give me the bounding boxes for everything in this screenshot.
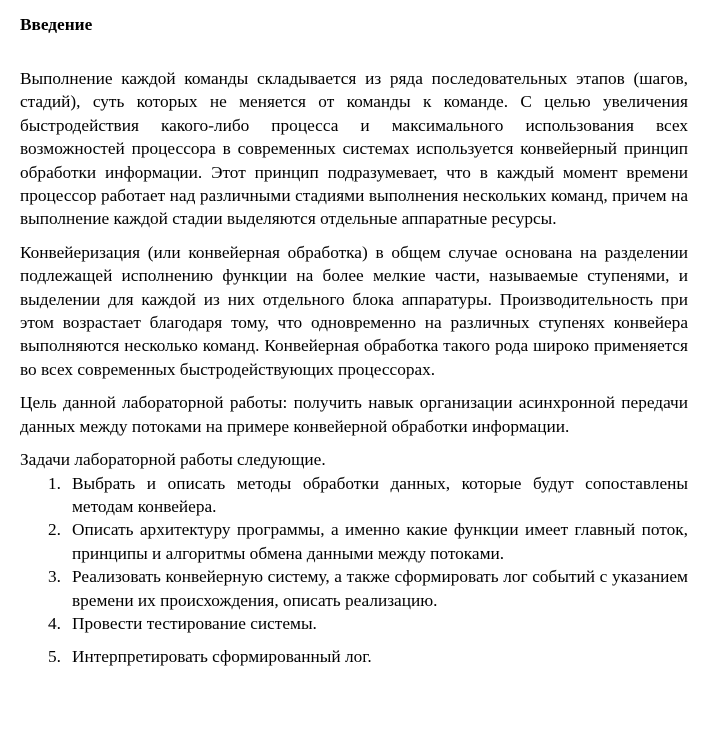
- paragraph-goal: Цель данной лабораторной работы: получить навык организации асинхронной передачи данных между потоками на примере конвейерной обработки информации.: [20, 393, 688, 436]
- task-text: Интерпретировать сформированный лог.: [72, 647, 372, 667]
- section-heading: Введение: [20, 15, 93, 34]
- task-list: [20, 472, 688, 669]
- task-item: [48, 518, 688, 565]
- task-item: [48, 472, 688, 519]
- paragraph-pipeline-intro: Выполнение каждой команды складывается из ряда последовательных этапов (шагов, стадий), суть которых не меняется от команды к команде. С целью увеличения быстродействия какого-либо процесса и максимального использования всех возможностей процессора в современных системах используется конвейерный принцип обработки информации. Этот принцип подразумевает, что в каждый момент времени процессор работает над различными стадиями выполнения нескольких команд, причем на выполнение каждой стадии выделяются отдельные аппаратные ресурсы.: [20, 69, 688, 229]
- document-page: [20, 13, 688, 669]
- tasks-intro: Задачи лабораторной работы следующие.: [20, 450, 326, 470]
- task-text: Провести тестирование системы.: [72, 613, 317, 633]
- task-number: 1.: [48, 473, 61, 493]
- task-item: [48, 612, 688, 635]
- task-item: [48, 565, 688, 612]
- task-text: Реализовать конвейерную систему, а также сформировать лог событий с указанием времени их происхождения, описать реализацию.: [72, 567, 688, 610]
- task-text: Выбрать и описать методы обработки данных, которые будут сопоставлены методам конвейера.: [72, 473, 688, 516]
- task-number: 2.: [48, 520, 61, 540]
- task-item: [48, 645, 688, 668]
- task-number: 4.: [48, 613, 61, 633]
- task-number: 3.: [48, 567, 61, 587]
- task-text: Описать архитектуру программы, а именно какие функции имеет главный поток, принципы и алгоритмы обмена данными между потоками.: [72, 520, 688, 563]
- paragraph-pipelining: Конвейеризация (или конвейерная обработка) в общем случае основана на разделении подлежащей исполнению функции на более мелкие части, называемые ступенями, и выделении для каждой из них отдельного блока аппаратуры. Производительность при этом возрастает благодаря тому, что одновременно на различных ступенях конвейера выполняются несколько команд. Конвейерная обработка такого рода широко применяется во всех современных быстродействующих процессорах.: [20, 242, 688, 379]
- task-number: 5.: [48, 647, 61, 667]
